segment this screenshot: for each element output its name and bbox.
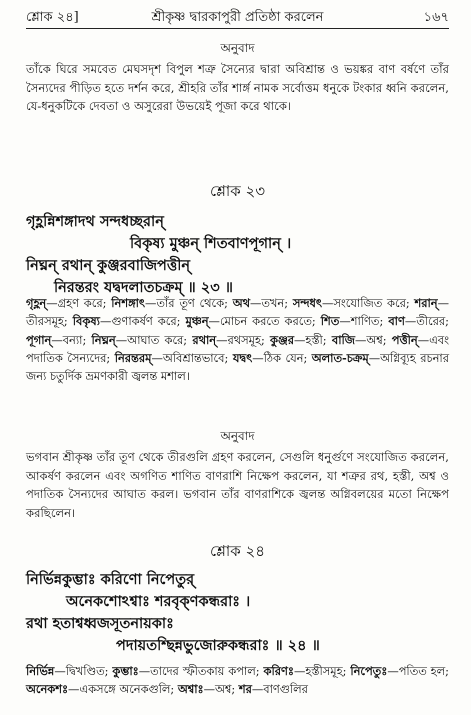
gloss-meaning: —তাদের স্ফীতকায় কপাল; xyxy=(138,664,264,678)
verse-23 xyxy=(26,180,449,299)
gloss-word: অলাত-চক্রম্ xyxy=(311,350,369,365)
translation-heading: অনুবাদ xyxy=(220,41,255,55)
gloss-meaning: —অশ্ব; xyxy=(203,682,239,697)
verse-line: বিকৃষ্য মুঞ্চন্ শিতবাণপূগান্ । xyxy=(130,235,292,252)
gloss-word: করিণঃ xyxy=(263,664,294,678)
translation-heading: অনুবাদ xyxy=(220,429,255,443)
gloss-meaning: —অশ্ব; xyxy=(354,332,392,347)
gloss-word: গৃহ্ণন্ xyxy=(26,296,47,310)
gloss-meaning: —বাণগুলির xyxy=(251,682,308,697)
verse-line: নিঘ্নন্ রথান্ কুঞ্জরবাজিপত্তীন্ xyxy=(26,257,191,274)
gloss-word: পত্তীন্ xyxy=(391,332,418,347)
verse-text xyxy=(26,211,449,299)
gloss-meaning: —পতিত হল; xyxy=(387,664,449,678)
gloss-word: যদ্বৎ xyxy=(232,350,253,365)
gloss-word: নিপেতুঃ xyxy=(350,664,388,678)
gloss-word: শরান্ xyxy=(414,296,438,310)
gloss-meaning: —আঘাত করে; xyxy=(115,332,193,347)
word-for-word-24 xyxy=(26,662,449,699)
gloss-word: সন্দধৎ xyxy=(292,296,322,310)
gloss-meaning: —তাঁর তূণ থেকে; xyxy=(145,296,233,310)
gloss-word: নিঘ্নন্ xyxy=(91,332,116,347)
gloss-meaning: —মোচন করতে করতে; xyxy=(208,314,321,329)
gloss-word: মুঞ্চন্ xyxy=(185,314,209,329)
gloss-meaning: —গ্রহণ করে; xyxy=(46,296,112,310)
gloss-meaning: —একসঙ্গে অনেকগুলি; xyxy=(68,682,178,697)
translation-section-1 xyxy=(26,40,449,116)
word-for-word-23 xyxy=(26,294,449,385)
header-rule xyxy=(26,28,449,29)
verse-line: গৃহ্ণন্নিশঙ্গাদথ সন্দধচ্ছরান্ xyxy=(26,213,164,230)
gloss-word: বিকৃষ্য xyxy=(72,314,100,329)
gloss-word: কুঞ্জর xyxy=(270,332,294,347)
running-header xyxy=(26,8,449,30)
gloss-word: নির্ভিন্ন xyxy=(26,664,55,678)
gloss-meaning: —বন্যা; xyxy=(51,332,92,347)
gloss-meaning: —অবিশ্রান্তভাবে; xyxy=(151,350,233,365)
verse-text xyxy=(26,569,449,657)
gloss-meaning: —হস্তীসমূহ; xyxy=(293,664,351,678)
gloss-meaning: —শাণিত; xyxy=(339,314,389,329)
gloss-word: অনেকশঃ xyxy=(26,682,69,697)
gloss-meaning: —ঠিক যেন; xyxy=(252,350,312,365)
gloss-meaning: —তখন; xyxy=(249,296,293,310)
gloss-meaning: —রথসমূহ; xyxy=(216,332,271,347)
gloss-word: অশ্বাঃ xyxy=(177,682,204,697)
gloss-word: বাণ xyxy=(388,314,405,329)
header-verse-ref: শ্লোক ২৪] xyxy=(26,10,79,25)
gloss-word: শর xyxy=(238,682,252,697)
header-chapter-title: শ্রীকৃষ্ণ দ্বারকাপুরী প্রতিষ্ঠা করলেন xyxy=(151,10,324,25)
translation-text: তাঁকে ঘিরে সমবেত মেঘসদৃশ বিপুল শত্রু সৈন্যের দ্বারা অবিশ্রান্ত ও ভয়ঙ্কর বাণ বর্ষণে তাঁর সৈন্যদের পীড়িত হতে দর্শন করে, শ্রীহরি তাঁর শার্ঙ্গ নামক সর্বোত্তম ধনুকে টংকার ধ্বনি করলেন, যে-ধনুকটিকে দেবতা ও অসুরেরা উভয়েই পূজা করে থাকে। xyxy=(26,62,449,114)
verse-line: অনেকশোঽশ্বাঃ শরবৃক্ণকন্ধরাঃ । xyxy=(66,593,251,610)
gloss-word: নিশঙ্গাৎ xyxy=(111,296,146,310)
header-page-number: ১৬৭ xyxy=(423,10,449,25)
gloss-meaning: —হস্তী; xyxy=(293,332,332,347)
gloss-word: অথ xyxy=(232,296,250,310)
translation-section-2 xyxy=(26,428,449,522)
gloss-word: বাজি xyxy=(331,332,355,347)
gloss-word: কুম্ভাঃ xyxy=(112,664,139,678)
verse-title: শ্লোক ২৪ xyxy=(210,542,265,560)
verse-24 xyxy=(26,540,449,657)
gloss-word: পূগান্ xyxy=(26,332,52,347)
verse-line: রথা হতাশ্বধ্বজসূতনায়কাঃ xyxy=(26,615,174,632)
gloss-word: রথান্ xyxy=(192,332,217,347)
verse-title: শ্লোক ২৩ xyxy=(210,182,265,200)
gloss-meaning: —তীরের; xyxy=(404,314,449,329)
verse-line: নির্ভিন্নকুম্ভাঃ করিণো নিপেতুর্ xyxy=(26,571,195,588)
translation-text: ভগবান শ্রীকৃষ্ণ তাঁর তূণ থেকে তীরগুলি গ্রহণ করলেন, সেগুলি ধনুর্গুণে সংযোজিত করলেন, আকর্ষণ করলেন এবং অগণিত শাণিত বাণরাশি নিক্ষেপ করলেন, যা শত্রুর রথ, হস্তী, অশ্ব ও পদাতিক সৈন্যদের আঘাত করল। ভগবান তাঁর বাণরাশিকে জ্বলন্ত অগ্নিবলয়ের মতো নিক্ষেপ করছিলেন। xyxy=(26,450,449,520)
verse-line: পদায়তশ্ছিন্নভুজোরুকন্ধরাঃ ॥ ২৪ ॥ xyxy=(116,637,320,654)
gloss-meaning: —সংযোজিত করে; xyxy=(321,296,415,310)
gloss-word: শিত xyxy=(320,314,340,329)
gloss-word: নিরন্তরম্ xyxy=(114,350,152,365)
gloss-meaning: —তীরসমূহ; xyxy=(26,296,449,329)
gloss-meaning: —অগ্নিব্যূহ রচনার জন্য চতুর্দিক ভ্রমণকারী জ্বলন্ত মশাল। xyxy=(26,350,450,384)
gloss-meaning: —দ্বিখণ্ডিত; xyxy=(54,664,113,678)
gloss-meaning: —এবং পদাতিক সৈন্যদের; xyxy=(26,332,450,365)
verse-line: নিরন্তরং যদ্বদলাতচক্রম্ ॥ ২৩ ॥ xyxy=(54,279,233,296)
gloss-meaning: —গুণাকর্ষণ করে; xyxy=(99,314,186,329)
